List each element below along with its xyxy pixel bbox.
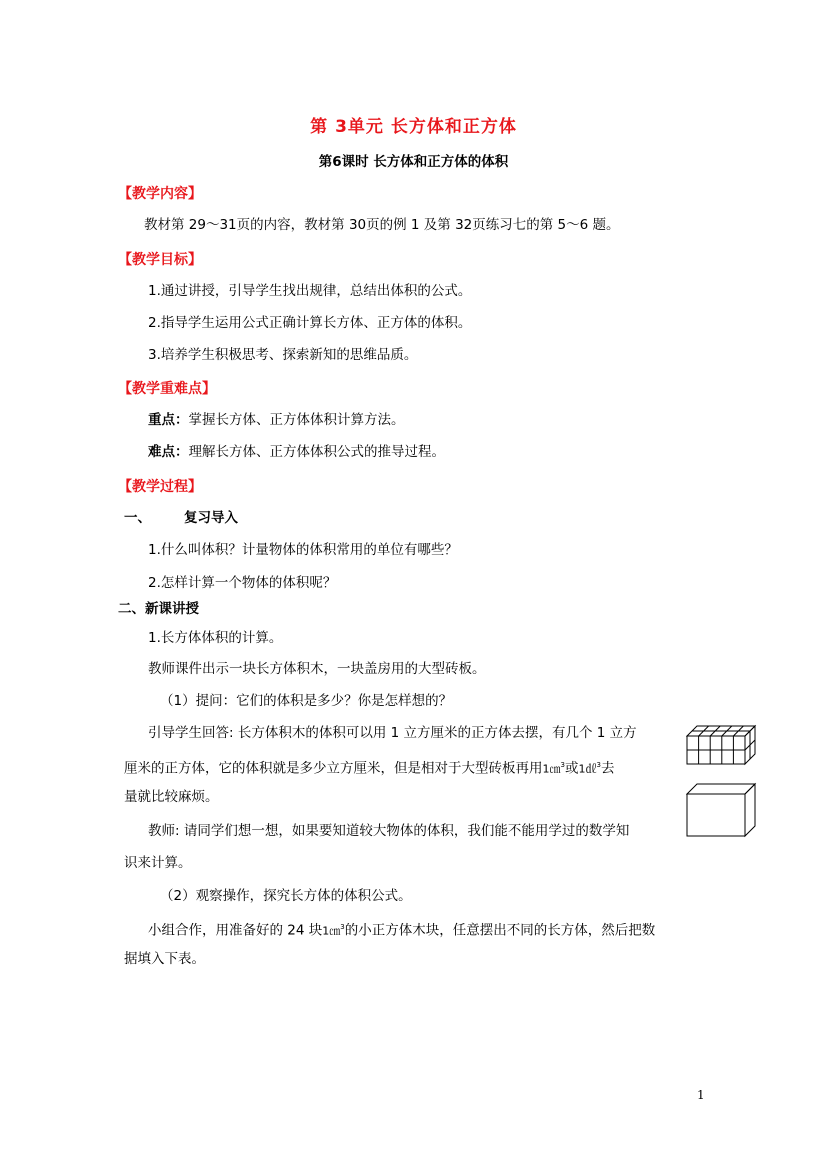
body-line: 1.长方体体积的计算。 xyxy=(148,630,283,646)
brick-slab-illustration xyxy=(686,782,758,838)
lesson-subtitle: 第6课时 长方体和正方体的体积 xyxy=(318,154,509,170)
part1-number: 一、 xyxy=(124,510,151,526)
body-line: 引导学生回答: 长方体积木的体积可以用 1 立方厘米的正方体去摆，有几个 1 立方 xyxy=(148,725,637,741)
section-heading-goals: 【教学目标】 xyxy=(118,252,202,268)
body-line: 据填入下表。 xyxy=(124,951,205,967)
difficulty-text: 理解长方体、正方体体积公式的推导过程。 xyxy=(188,444,445,460)
unit-exponent: 3 xyxy=(340,923,345,931)
goal-item: 2.指导学生运用公式正确计算长方体、正方体的体积。 xyxy=(148,315,472,331)
body-line: 厘米的正方体，它的体积就是多少立方厘米，但是相对于大型砖板再用 xyxy=(124,760,543,777)
unit-exponent: 3 xyxy=(596,761,601,769)
goal-item: 1.通过讲授，引导学生找出规律，总结出体积的公式。 xyxy=(148,283,472,299)
unit-cubic-cm: 1㎝ xyxy=(542,762,561,776)
body-line-with-units xyxy=(124,756,614,779)
goal-item: 3.培养学生积极思考、探索新知的思维品质。 xyxy=(148,347,418,363)
unit-cubic-dm: 1㎗ xyxy=(578,762,597,776)
section-heading-key: 【教学重难点】 xyxy=(118,381,216,397)
unit-or: 或 xyxy=(564,760,579,777)
section-heading-content: 【教学内容】 xyxy=(118,186,202,202)
part1-title: 复习导入 xyxy=(184,510,238,526)
body-line-with-units xyxy=(148,918,655,941)
body-line: 教师: 请同学们想一想，如果要知道较大物体的体积，我们能不能用学过的数学知 xyxy=(148,823,630,839)
body-line: （2）观察操作，探究长方体的体积公式。 xyxy=(160,888,412,904)
body-line: 小组合作，用准备好的 24 块 xyxy=(148,922,323,939)
body-line: 的小正方体木块，任意摆出不同的长方体，然后把数 xyxy=(344,922,656,939)
body-line: 教师课件出示一块长方体积木，一块盖房用的大型砖板。 xyxy=(148,661,486,677)
key-focus xyxy=(148,411,405,429)
body-line: 识来计算。 xyxy=(124,855,192,871)
body-line: 量就比较麻烦。 xyxy=(124,789,219,805)
difficulty-label: 难点： xyxy=(148,444,189,460)
unit-cubic-cm: 1㎝ xyxy=(322,924,341,938)
focus-label: 重点： xyxy=(148,412,189,428)
cube-block-illustration xyxy=(686,724,758,768)
document-title: 第 3单元 长方体和正方体 xyxy=(310,117,517,137)
review-question: 2.怎样计算一个物体的体积呢？ xyxy=(148,575,337,591)
unit-exponent: 3 xyxy=(560,761,565,769)
part2-title: 二、新课讲授 xyxy=(118,601,199,617)
page-number: 1 xyxy=(697,1088,705,1102)
key-difficulty xyxy=(148,443,445,461)
body-line: （1）提问：它们的体积是多少？你是怎样想的？ xyxy=(160,693,453,709)
section-heading-process: 【教学过程】 xyxy=(118,479,202,495)
review-question: 1.什么叫体积？计量物体的体积常用的单位有哪些？ xyxy=(148,542,458,558)
unit-tail: 去 xyxy=(600,760,615,777)
content-text: 教材第 29～31页的内容，教材第 30页的例 1 及第 32页练习七的第 5～6 题。 xyxy=(144,217,620,233)
focus-text: 掌握长方体、正方体体积计算方法。 xyxy=(188,412,405,428)
